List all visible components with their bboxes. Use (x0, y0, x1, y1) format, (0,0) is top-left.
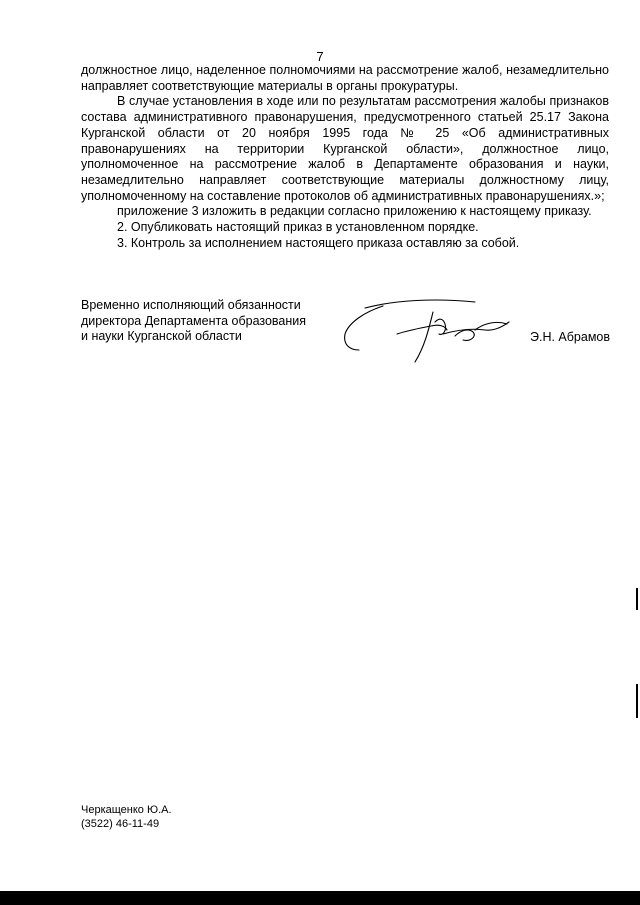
signatory-name: Э.Н. Абрамов (530, 330, 611, 344)
document-body (81, 63, 609, 251)
paragraph-continuation: должностное лицо, наделенное полномочиями на рассмотрение жалоб, незамедлительно направляет соответствующие материалы в органы прокуратуры. (81, 63, 609, 93)
signatory-position (81, 298, 341, 345)
scan-edge-mark (636, 684, 638, 718)
executor-name: Черкащенко Ю.А. (81, 804, 172, 816)
signatory-position-line: директора Департамента образования (81, 313, 307, 328)
paragraph-appendix-3: приложение 3 изложить в редакции согласно приложению к настоящему приказу. (117, 204, 592, 219)
executor-contact (81, 803, 172, 831)
page-number: 7 (316, 49, 324, 64)
signatory-position-line: Временно исполняющий обязанности (81, 298, 301, 312)
handwritten-signature (335, 290, 525, 370)
paragraph-admin-offense: В случае установления в ходе или по результатам рассмотрения жалобы признаков состава административного правонарушения, предусмотренного статьей 25.17 Закона Курганской области от 20 ноября 1995 года № 25 «Об административных правонарушениях на территории Курганской области», должностное лицо, уполномоченное на рассмотрение жалоб в Департаменте образования и науки, незамедлительно направляет соответствующие материалы должностному лицу, уполномоченному на составление протоколов об административных правонарушениях.»; (81, 94, 609, 203)
executor-phone: (3522) 46-11-49 (81, 818, 160, 830)
signatory-position-line: и науки Курганской области (81, 329, 242, 344)
scan-border (0, 891, 640, 905)
paragraph-item-3: 3. Контроль за исполнением настоящего приказа оставляю за собой. (117, 235, 520, 250)
scan-edge-mark (636, 588, 638, 610)
paragraph-item-2: 2. Опубликовать настоящий приказ в установленном порядке. (117, 220, 479, 235)
